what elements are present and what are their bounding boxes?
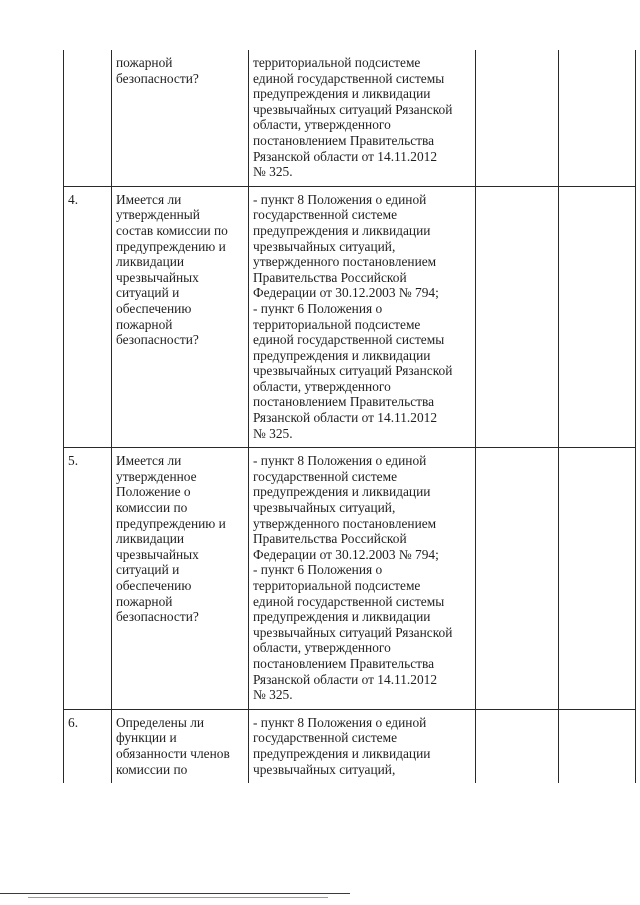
note-cell	[559, 448, 636, 710]
cell-text-line: Правительства Российской	[253, 531, 407, 547]
cell-text-line: Имеется ли	[116, 191, 182, 207]
cell-text-line: пожарной	[116, 593, 173, 609]
cell-text-line: обеспечению	[116, 578, 192, 593]
cell-text-line: обеспечению	[116, 300, 192, 316]
cell-text-line: территориальной подсистеме	[253, 316, 421, 332]
cell-text-line: единой государственной системы	[253, 332, 445, 348]
cell-text-line: предупреждения и ликвидации	[253, 609, 431, 625]
note-cell	[559, 50, 636, 186]
row-number-cell: 5.	[64, 448, 112, 710]
page-bottom-rule	[0, 893, 350, 894]
cell-text-line: предупреждению и	[116, 515, 226, 531]
cell-text-line: чрезвычайных ситуаций Рязанской	[253, 624, 453, 640]
question-cell	[112, 448, 249, 710]
cell-text-line: государственной системе	[253, 730, 398, 746]
cell-text-line: постановлением Правительства	[253, 394, 435, 410]
cell-text-line: ситуаций и	[116, 285, 180, 301]
cell-text-line: предупреждению и	[116, 238, 226, 254]
legal-basis-cell	[249, 709, 476, 783]
cell-text-line: Федерации от 30.12.2003 № 794;	[253, 546, 439, 562]
cell-text-line: предупреждения и ликвидации	[253, 86, 431, 102]
cell-text-line: комиссии по	[116, 500, 188, 516]
table-row	[64, 709, 636, 783]
cell-text-line: территориальной подсистеме	[253, 578, 421, 593]
cell-text-line: безопасности?	[116, 332, 199, 348]
page-bottom-rule-secondary	[28, 897, 328, 898]
cell-text-line: Определены ли	[116, 714, 205, 730]
cell-text-line: Федерации от 30.12.2003 № 794;	[253, 285, 439, 301]
cell-text-line: утвержденный	[116, 207, 200, 223]
cell-text-line: утвержденного постановлением	[253, 515, 437, 531]
cell-text-line: Правительства Российской	[253, 269, 407, 285]
cell-text-line: ликвидации	[116, 254, 185, 270]
cell-text-line: пожарной	[116, 55, 173, 70]
cell-text-line: Рязанской области от 14.11.2012	[253, 410, 438, 426]
legal-basis-cell	[249, 50, 476, 186]
answer-cell	[476, 448, 559, 710]
cell-text-line: государственной системе	[253, 207, 398, 223]
cell-text-line: постановлением Правительства	[253, 655, 435, 671]
cell-text-line: Рязанской области от 14.11.2012	[253, 671, 438, 687]
cell-text-line: территориальной подсистеме	[253, 55, 421, 70]
cell-text-line: предупреждения и ликвидации	[253, 745, 431, 761]
note-cell	[559, 709, 636, 783]
cell-text-line: чрезвычайных ситуаций Рязанской	[253, 363, 453, 379]
cell-text-line: № 325.	[253, 425, 293, 441]
cell-text-line: утвержденное	[116, 468, 197, 484]
cell-text-line: утвержденного постановлением	[253, 254, 437, 270]
question-cell	[112, 709, 249, 783]
cell-text-line: предупреждения и ликвидации	[253, 347, 431, 363]
cell-text-line: чрезвычайных ситуаций,	[253, 500, 396, 516]
answer-cell	[476, 50, 559, 186]
cell-text-line: - пункт 8 Положения о единой	[253, 453, 427, 469]
cell-text-line: Имеется ли	[116, 453, 182, 469]
cell-text-line: функции и	[116, 730, 177, 746]
cell-text-line: - пункт 8 Положения о единой	[253, 714, 427, 730]
cell-text-line: предупреждения и ликвидации	[253, 222, 431, 238]
cell-text-line: состав комиссии по	[116, 222, 228, 238]
table-body	[64, 50, 636, 783]
answer-cell	[476, 186, 559, 448]
cell-text-line: № 325.	[253, 164, 293, 180]
cell-text-line: - пункт 8 Положения о единой	[253, 191, 427, 207]
cell-text-line: чрезвычайных ситуаций,	[253, 761, 396, 777]
cell-text-line: безопасности?	[116, 609, 199, 625]
legal-basis-cell	[249, 448, 476, 710]
cell-text-line: Положение о	[116, 484, 191, 500]
row-number-cell: 4.	[64, 186, 112, 448]
cell-text-line: чрезвычайных	[116, 269, 199, 285]
legal-basis-cell	[249, 186, 476, 448]
cell-text-line: безопасности?	[116, 70, 199, 86]
cell-text-line: области, утвержденного	[253, 117, 391, 133]
cell-text-line: чрезвычайных ситуаций,	[253, 238, 396, 254]
note-cell	[559, 186, 636, 448]
cell-text-line: постановлением Правительства	[253, 132, 435, 148]
cell-text-line: - пункт 6 Положения о	[253, 562, 383, 578]
cell-text-line: предупреждения и ликвидации	[253, 484, 431, 500]
cell-text-line: области, утвержденного	[253, 640, 391, 656]
cell-text-line: единой государственной системы	[253, 70, 445, 86]
cell-text-line: № 325.	[253, 687, 293, 703]
cell-text-line: Рязанской области от 14.11.2012	[253, 148, 438, 164]
table-row	[64, 448, 636, 710]
row-number-cell: 6.	[64, 709, 112, 783]
cell-text-line: государственной системе	[253, 468, 398, 484]
cell-text-line: обязанности членов	[116, 745, 230, 761]
cell-text-line: ликвидации	[116, 531, 185, 547]
cell-text-line: области, утвержденного	[253, 378, 391, 394]
row-number-cell	[64, 50, 112, 186]
cell-text-line: ситуаций и	[116, 562, 180, 578]
cell-text-line: чрезвычайных ситуаций Рязанской	[253, 101, 453, 117]
cell-text-line: пожарной	[116, 316, 173, 332]
cell-text-line: - пункт 6 Положения о	[253, 300, 383, 316]
cell-text-line: чрезвычайных	[116, 546, 199, 562]
answer-cell	[476, 709, 559, 783]
table-row	[64, 186, 636, 448]
question-cell	[112, 186, 249, 448]
cell-text-line: комиссии по	[116, 761, 188, 777]
table-row	[64, 50, 636, 186]
cell-text-line: единой государственной системы	[253, 593, 445, 609]
question-cell	[112, 50, 249, 186]
checklist-table	[63, 50, 636, 783]
